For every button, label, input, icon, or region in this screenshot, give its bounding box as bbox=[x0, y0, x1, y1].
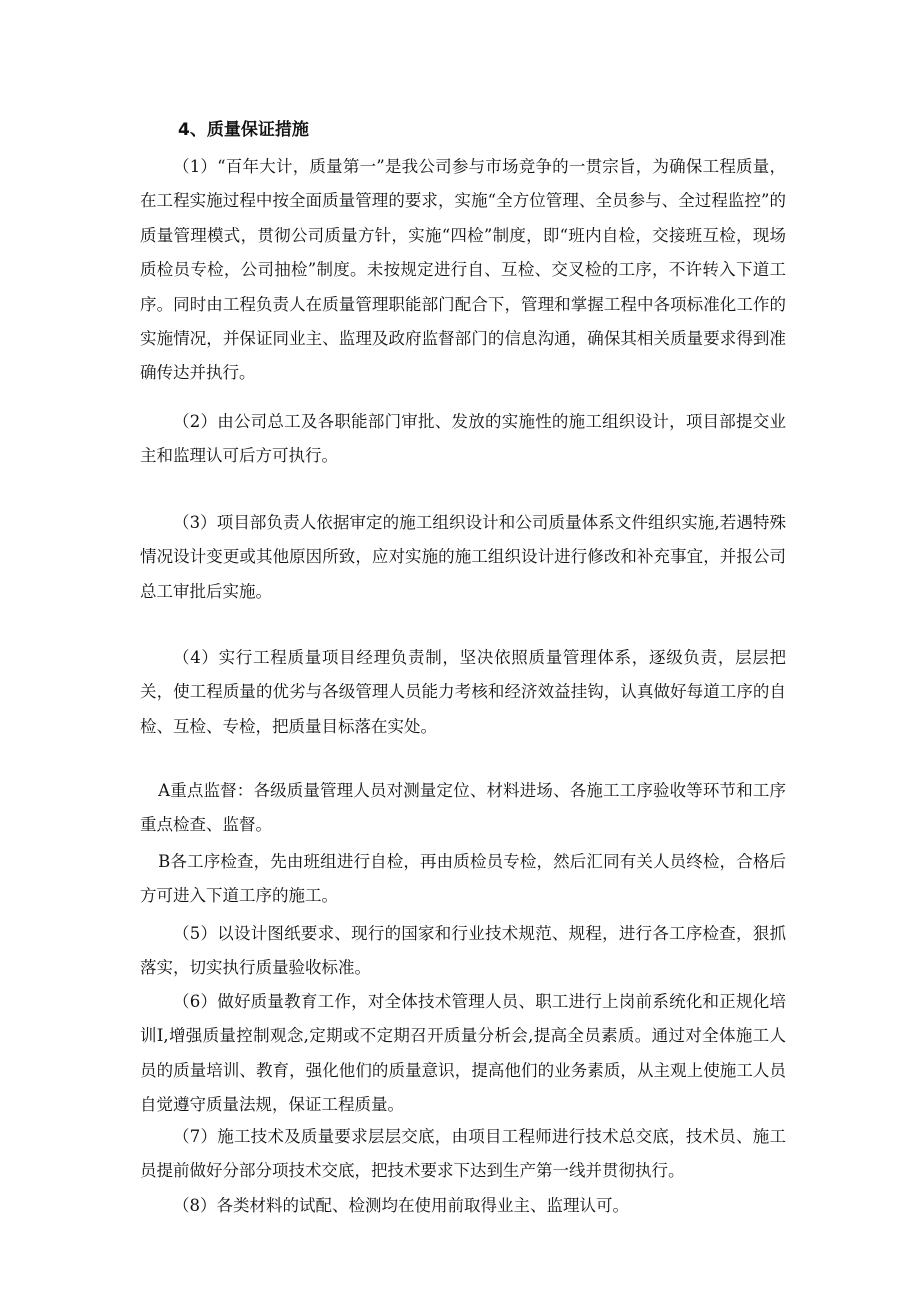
paragraph-b: B各工序检查，先由班组进行自检，再由质检员专检，然后汇同有关人员终检，合格后方可进入下道工序的施工。 bbox=[140, 852, 786, 906]
paragraph-3: （3）项目部负责人依据审定的施工组织设计和公司质量体系文件组织实施,若遇特殊情况设计变更或其他原因所致，应对实施的施工组织设计进行修改和补充事宜，并报公司总工审批后实施。 bbox=[140, 513, 786, 601]
paragraph-5: （5）以设计图纸要求、现行的国家和行业技术规范、规程，进行各工序检查，狠抓落实，切实执行质量验收标准。 bbox=[140, 924, 786, 978]
paragraph-6: （6）做好质量教育工作，对全体技术管理人员、职工进行上岗前系统化和正规化培训I,增强质量控制观念,定期或不定期召开质量分析会,提高全员素质。通过对全体施工人员的质量培训、教育，强化他们的质量意识，提高他们的业务素质，从主观上使施工人员自觉遵守质量法规，保证工程质量。 bbox=[140, 992, 786, 1115]
section-heading: 4、质量保证措施 bbox=[178, 120, 309, 140]
paragraph-7: （7）施工技术及质量要求层层交底，由项目工程师进行技术总交底，技术员、施工员提前做好分部分项技术交底，把技术要求下达到生产第一线并贯彻执行。 bbox=[140, 1127, 786, 1181]
paragraph-2: （2）由公司总工及各职能部门审批、发放的实施性的施工组织设计，项目部提交业主和监理认可后方可执行。 bbox=[140, 412, 786, 466]
paragraph-1: （1）“百年大计，质量第一”是我公司参与市场竞争的一贯宗旨，为确保工程质量，在工程实施过程中按全面质量管理的要求，实施“全方位管理、全员参与、全过程监控”的质量管理模式，贯彻公司质量方针，实施“四检”制度，即“班内自检，交接班互检，现场质检员专检，公司抽检”制度。未按规定进行自、互检、交叉检的工序，不许转入下道工序。同时由工程负责人在质量管理职能部门配合下，管理和掌握工程中各项标准化工作的实施情况，并保证同业主、监理及政府监督部门的信息沟通，确保其相关质量要求得到准确传达并执行。 bbox=[140, 157, 786, 383]
paragraph-a: A重点监督：各级质量管理人员对测量定位、材料进场、各施工工序验收等环节和工序重点检查、监督。 bbox=[140, 781, 786, 835]
paragraph-8: （8）各类材料的试配、检测均在使用前取得业主、监理认可。 bbox=[173, 1196, 629, 1215]
paragraph-4: （4）实行工程质量项目经理负责制，坚决依照质量管理体系，逐级负责，层层把关，使工程质量的优劣与各级管理人员能力考核和经济效益挂钩，认真做好每道工序的自检、互检、专检，把质量目标落在实处。 bbox=[140, 648, 786, 736]
